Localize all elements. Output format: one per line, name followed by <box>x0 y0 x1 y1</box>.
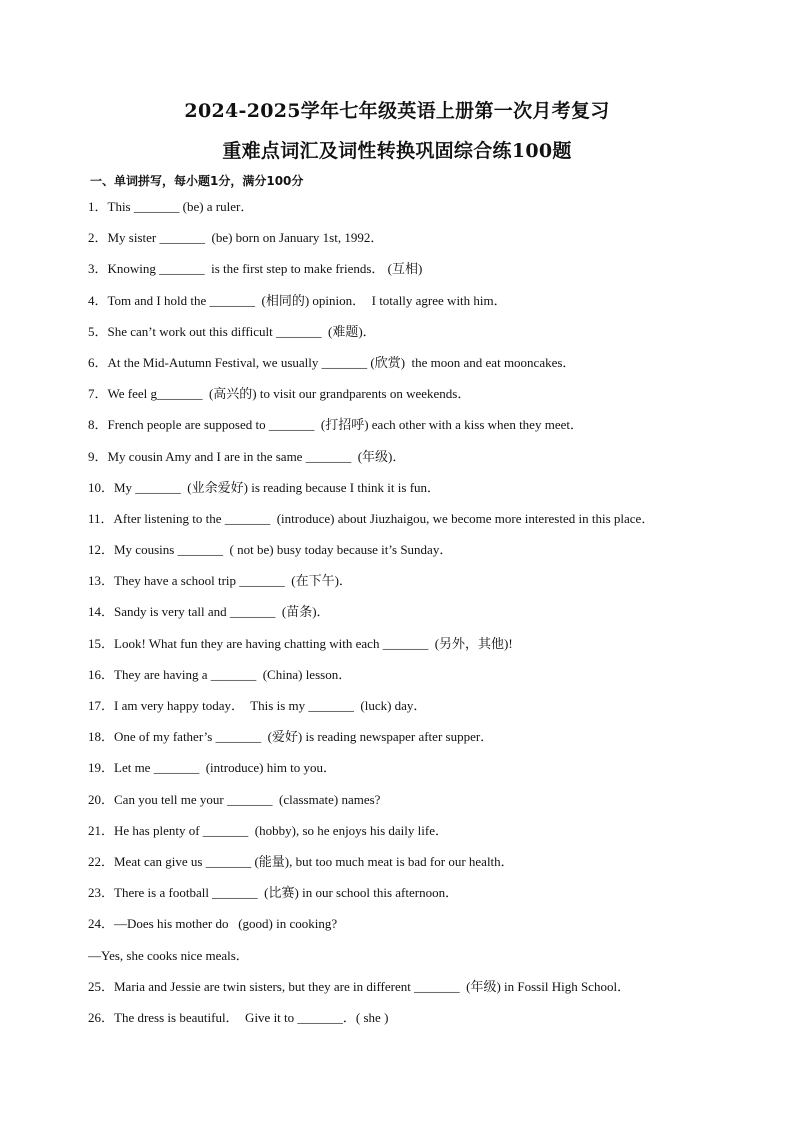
section-heading: 一、单词拼写，每小题1分，满分100分 <box>90 174 304 188</box>
document-title-line-1: 2024-2025学年七年级英语上册第一次月考复习 <box>184 100 610 122</box>
question-21: 21．He has plenty of _______ (hobby), so he enjoys his daily life． <box>88 822 448 838</box>
question-16: 16．They are having a _______ (China) lesson． <box>88 666 352 682</box>
question-26: 26．The dress is beautiful． Give it to _______．( she ) <box>88 1009 389 1025</box>
question-12: 12．My cousins _______ ( not be) busy today because it’s Sunday． <box>88 542 453 558</box>
question-17: 17．I am very happy today． This is my _______ (luck) day． <box>88 698 427 713</box>
question-14: 14．Sandy is very tall and _______ (苗条)． <box>88 604 330 620</box>
question-15: 15．Look! What fun they are having chatting with each _______ (另外，其他)! <box>88 635 513 651</box>
question-18: 18．One of my father’s _______ (爱好) is reading newspaper after supper． <box>88 729 494 745</box>
question-20: 20．Can you tell me your _______ (classmate) names? <box>88 791 381 807</box>
question-22: 22．Meat can give us _______ (能量), but too much meat is bad for our health． <box>88 853 514 869</box>
question-24-answer-line: —Yes, she cooks nice meals． <box>88 947 249 963</box>
question-1: 1．This _______ (be) a ruler． <box>88 199 254 214</box>
question-13: 13．They have a school trip _______ (在下午)． <box>88 573 352 589</box>
question-7: 7．We feel g_______ (高兴的) to visit our grandparents on weekends． <box>88 386 471 402</box>
question-6: 6．At the Mid-Autumn Festival, we usually _______ (欣赏) the moon and eat mooncakes． <box>88 354 576 370</box>
question-25: 25．Maria and Jessie are twin sisters, but they are in different _______ (年级) in Fossil High School． <box>88 978 631 994</box>
document-title-line-2: 重难点词汇及词性转换巩固综合练100题 <box>222 140 572 162</box>
question-19: 19．Let me _______ (introduce) him to you． <box>88 760 337 776</box>
question-5: 5．She can’t work out this difficult _______ (难题)． <box>88 323 376 339</box>
question-2: 2．My sister _______ (be) born on January 1st, 1992． <box>88 230 384 246</box>
question-24: 24．—Does his mother do (good) in cooking? <box>88 916 338 932</box>
question-10: 10．My _______ (业余爱好) is reading because I think it is fun． <box>88 479 441 495</box>
question-list <box>88 191 728 1033</box>
question-9: 9．My cousin Amy and I are in the same _______ (年级)． <box>88 448 406 464</box>
question-4: 4．Tom and I hold the _______ (相同的) opinion． I totally agree with him． <box>88 292 507 308</box>
question-3: 3．Knowing _______ is the first step to make friends． (互相) <box>88 261 423 277</box>
question-23: 23．There is a football _______ (比赛) in our school this afternoon． <box>88 885 459 901</box>
question-8: 8．French people are supposed to _______ (打招呼) each other with a kiss when they meet． <box>88 417 583 433</box>
question-11: 11．After listening to the _______ (introduce) about Jiuzhaigou, we become more interested in this place． <box>88 510 655 526</box>
